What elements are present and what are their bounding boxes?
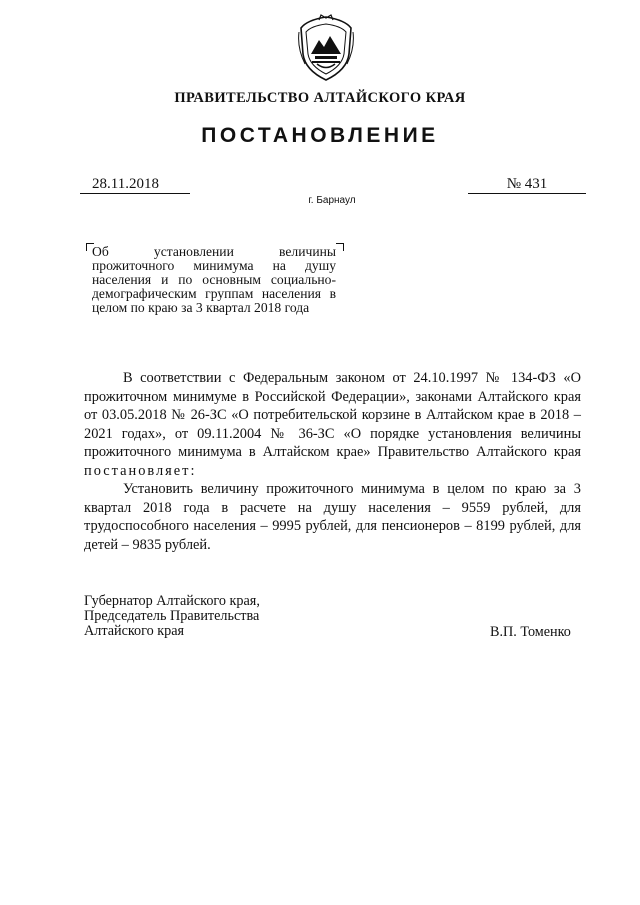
position-line-3: Алтайского края (84, 623, 185, 639)
document-body (84, 369, 581, 554)
paragraph-1-text: В соответствии с Федеральным законом от 24.10.1997 № 134-ФЗ «О прожиточном минимуме в Российской Федерации», законами Алтайского края от 03.05.2018 № 26-ЗС «О потребительской корзине в Алтайском крае в 2018 – 2021 годах», от 09.11.2004 № 36-ЗС «О порядке установления величины прожиточного минимума в Алтайском крае» Правительство Алтайского края (84, 370, 581, 460)
document-type-title: ПОСТАНОВЛЕНИЕ (201, 124, 439, 147)
position-line-1: Губернатор Алтайского края, (84, 593, 260, 609)
body-paragraph-2: Установить величину прожиточного минимума в целом по краю за 3 квартал 2018 года в расчете на душу населения – 9559 рублей, для трудоспособного населения – 9995 рублей, для пенсионеров – 8199 рублей, для детей – 9835 рублей. (84, 481, 581, 553)
document-city: г. Барнаул (308, 195, 356, 206)
document-date: 28.11.2018 (80, 176, 190, 194)
altai-krai-coat-of-arms-icon (297, 14, 355, 82)
document-subject: Об установлении величины прожиточного минимума на душу населения и по основным социально-демографическим группам населения в целом по краю за 3 квартал 2018 года (92, 244, 336, 315)
subject-bracket-right (336, 243, 344, 251)
decree-word: постановляет: (84, 462, 197, 479)
document-number: № 431 (468, 176, 586, 194)
signatory-name: В.П. Томенко (490, 624, 571, 640)
government-name: ПРАВИТЕЛЬСТВО АЛТАЙСКОГО КРАЯ (174, 90, 466, 106)
position-line-2: Председатель Правительства (84, 608, 260, 624)
body-paragraph-1 (84, 369, 581, 480)
signatory-position (84, 594, 344, 639)
